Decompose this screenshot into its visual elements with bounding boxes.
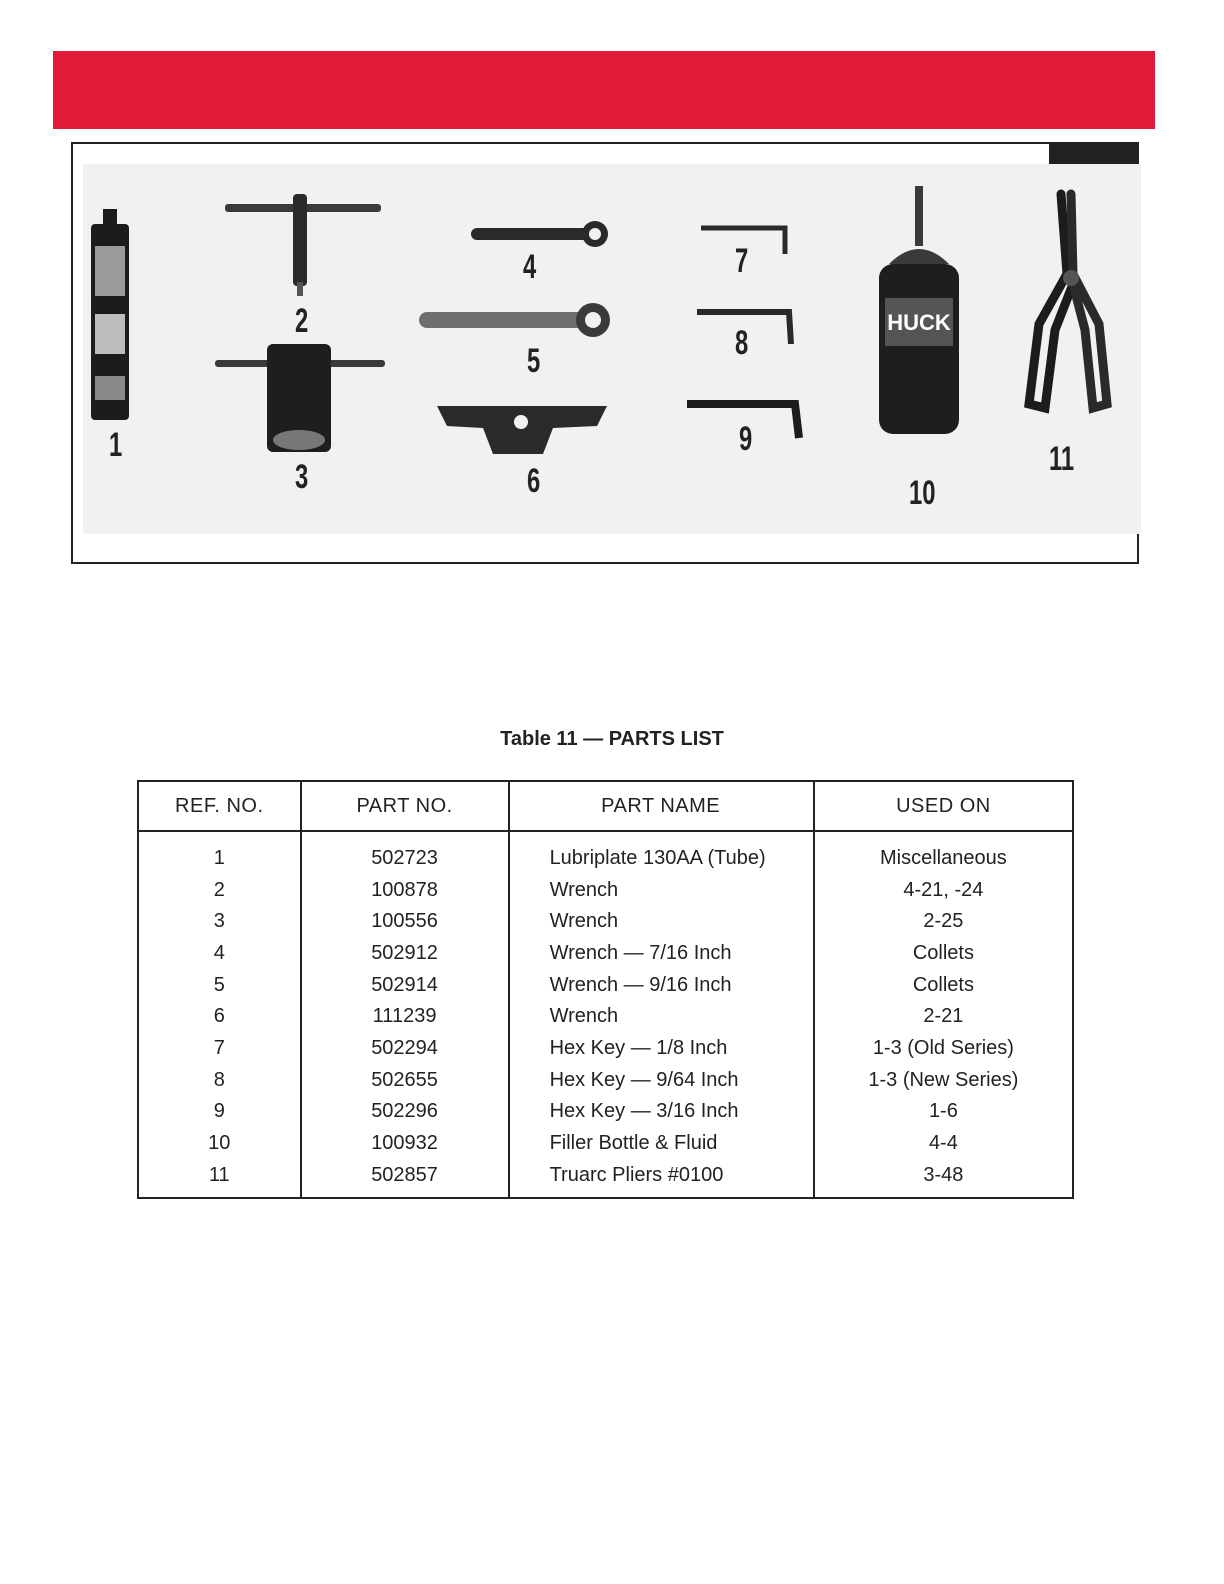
cell-ref-no: 2 <box>138 874 301 906</box>
cell-ref-no: 1 <box>138 831 301 874</box>
cell-part-name: Wrench <box>509 1000 814 1032</box>
cell-part-no: 502914 <box>301 969 509 1001</box>
bottle-brand-label: HUCK <box>887 310 951 335</box>
callout-11: 11 <box>1049 440 1075 478</box>
cell-used-on: 1-3 (Old Series) <box>814 1032 1073 1064</box>
tools-illustration <box>83 164 1141 534</box>
table-row <box>138 1159 1073 1198</box>
cell-used-on: Collets <box>814 937 1073 969</box>
cell-ref-no: 10 <box>138 1127 301 1159</box>
table-row <box>138 1032 1073 1064</box>
callout-6: 6 <box>527 462 541 500</box>
cell-used-on: 4-4 <box>814 1127 1073 1159</box>
plate-wrench-icon <box>437 406 607 454</box>
cell-part-no: 502655 <box>301 1064 509 1096</box>
callout-5: 5 <box>527 342 541 380</box>
cell-ref-no: 3 <box>138 905 301 937</box>
cell-part-no: 100556 <box>301 905 509 937</box>
cell-ref-no: 9 <box>138 1096 301 1128</box>
parts-list-table <box>137 780 1074 1199</box>
table-title: Table 11 — PARTS LIST <box>500 728 724 750</box>
cell-ref-no: 11 <box>138 1159 301 1198</box>
table-row <box>138 969 1073 1001</box>
callout-2: 2 <box>295 302 309 340</box>
cell-used-on: 1-6 <box>814 1096 1073 1128</box>
truarc-pliers-icon <box>1029 194 1107 408</box>
callout-9: 9 <box>739 420 753 458</box>
cell-part-name: Hex Key — 1/8 Inch <box>509 1032 814 1064</box>
cell-used-on: 1-3 (New Series) <box>814 1064 1073 1096</box>
header-part-no: PART NO. <box>301 781 509 831</box>
cell-part-name: Lubriplate 130AA (Tube) <box>509 831 814 874</box>
cell-part-no: 100878 <box>301 874 509 906</box>
cell-part-no: 502296 <box>301 1096 509 1128</box>
header-ref-no: REF. NO. <box>138 781 301 831</box>
cell-part-name: Hex Key — 9/64 Inch <box>509 1064 814 1096</box>
callout-1: 1 <box>109 426 123 464</box>
callout-3: 3 <box>295 458 309 496</box>
table-row <box>138 937 1073 969</box>
cell-used-on: Collets <box>814 969 1073 1001</box>
callout-8: 8 <box>735 324 749 362</box>
cell-part-name: Truarc Pliers #0100 <box>509 1159 814 1198</box>
large-wrench-icon <box>419 303 610 337</box>
cell-used-on: 4-21, -24 <box>814 874 1073 906</box>
cell-used-on: 3-48 <box>814 1159 1073 1198</box>
table-row <box>138 874 1073 906</box>
table-row <box>138 1127 1073 1159</box>
cell-part-name: Wrench <box>509 874 814 906</box>
t-handle-wrench-icon <box>225 194 381 296</box>
table-header-row <box>138 781 1073 831</box>
cell-used-on: 2-21 <box>814 1000 1073 1032</box>
header-part-name: PART NAME <box>509 781 814 831</box>
cell-part-no: 502912 <box>301 937 509 969</box>
tools-figure <box>71 142 1139 564</box>
callout-7: 7 <box>735 242 749 280</box>
cell-ref-no: 7 <box>138 1032 301 1064</box>
callout-4: 4 <box>523 248 537 286</box>
cell-part-name: Wrench — 9/16 Inch <box>509 969 814 1001</box>
small-wrench-icon <box>471 221 608 247</box>
header-used-on: USED ON <box>814 781 1073 831</box>
cell-part-name: Hex Key — 3/16 Inch <box>509 1096 814 1128</box>
cell-ref-no: 4 <box>138 937 301 969</box>
cell-ref-no: 8 <box>138 1064 301 1096</box>
cell-used-on: Miscellaneous <box>814 831 1073 874</box>
cell-ref-no: 5 <box>138 969 301 1001</box>
cell-part-no: 502294 <box>301 1032 509 1064</box>
cell-part-name: Wrench <box>509 905 814 937</box>
socket-wrench-icon <box>215 344 385 452</box>
header-color-bar <box>53 51 1155 129</box>
cell-ref-no: 6 <box>138 1000 301 1032</box>
table-row <box>138 1064 1073 1096</box>
cell-part-no: 502723 <box>301 831 509 874</box>
parts-table-body <box>138 831 1073 1198</box>
callout-10: 10 <box>909 474 936 512</box>
table-row <box>138 1096 1073 1128</box>
table-row <box>138 1000 1073 1032</box>
table-row <box>138 831 1073 874</box>
cell-part-name: Wrench — 7/16 Inch <box>509 937 814 969</box>
table-row <box>138 905 1073 937</box>
cell-part-no: 111239 <box>301 1000 509 1032</box>
cell-part-no: 502857 <box>301 1159 509 1198</box>
tools-photo <box>83 164 1141 534</box>
cell-part-no: 100932 <box>301 1127 509 1159</box>
cell-part-name: Filler Bottle & Fluid <box>509 1127 814 1159</box>
lubricant-tube-icon <box>91 209 129 420</box>
cell-used-on: 2-25 <box>814 905 1073 937</box>
filler-bottle-icon <box>879 186 959 434</box>
